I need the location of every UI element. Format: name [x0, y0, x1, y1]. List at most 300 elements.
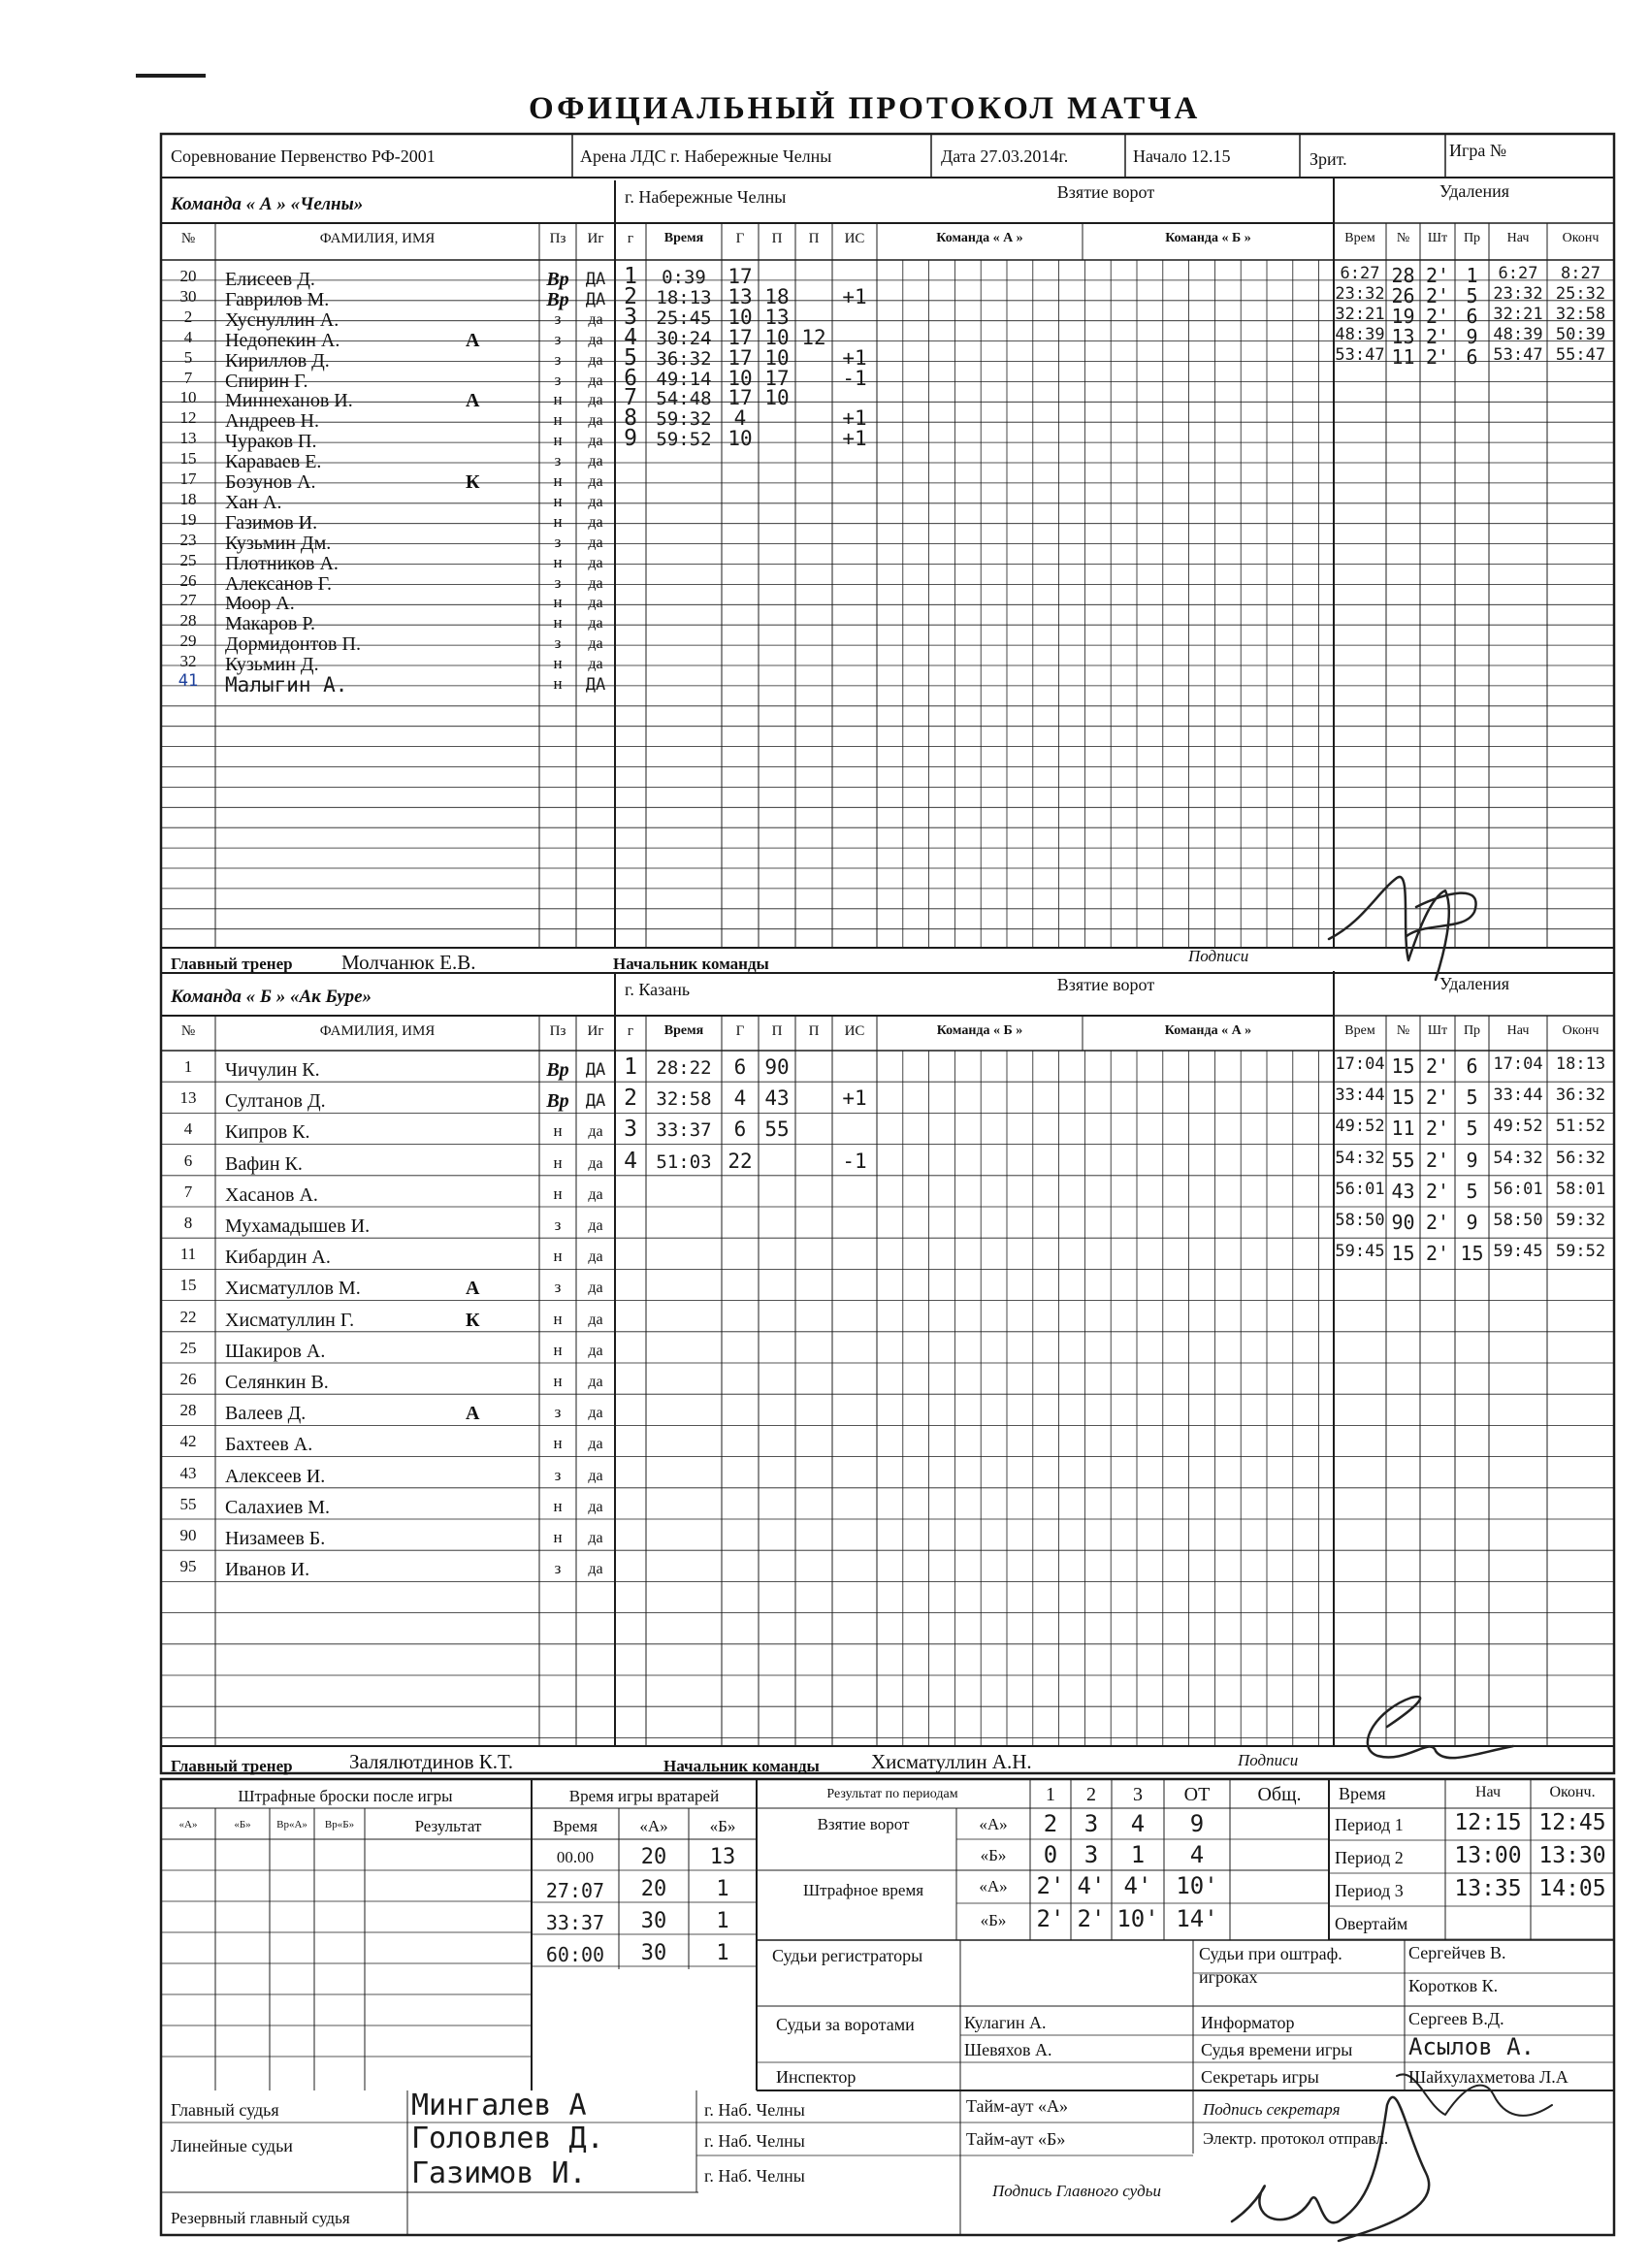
signature-chief-referee	[1232, 2097, 1429, 2241]
penalty-col-header: Врем	[1344, 1023, 1375, 1038]
period-label: Период 2	[1335, 1848, 1404, 1867]
penalties-heading-team_a: Удаления	[1439, 181, 1510, 201]
signatures-label-b: Подписи	[1238, 1751, 1299, 1769]
penalty-pr: 5	[1466, 1085, 1478, 1110]
penalty-end: 59:32	[1555, 1211, 1606, 1230]
player-played: ДА	[585, 270, 606, 289]
player-name: Хисматуллин Г.	[225, 1309, 355, 1331]
player-name: Караваев Е.	[225, 451, 322, 473]
player-played: да	[588, 595, 603, 612]
linesman-2-name: Газимов И.	[411, 2156, 587, 2190]
player-name: Спирин Г.	[225, 370, 308, 392]
player-number: 4	[183, 327, 193, 346]
penalty-start: 56:01	[1493, 1179, 1543, 1199]
col-play-header: Иг	[587, 231, 604, 246]
secretary-signature-label: Подпись секретаря	[1203, 2100, 1341, 2119]
goal-number: 3	[624, 304, 637, 330]
periods-value-goals_b: 1	[1130, 1841, 1146, 1868]
player-played: ДА	[585, 289, 606, 309]
player-number: 8	[183, 1214, 193, 1232]
goal-assist-1: 17	[764, 366, 790, 390]
penalty-time: 23:32	[1335, 283, 1385, 304]
player-name: Недопекин А.	[225, 329, 340, 351]
goalie-row-a: 30	[640, 1941, 667, 1965]
player-position: з	[554, 1215, 562, 1234]
linesmen-label: Линейные судьи	[171, 2136, 293, 2155]
player-name: Мухамадышев И.	[225, 1215, 371, 1237]
penalty-time: 54:32	[1335, 1148, 1385, 1168]
player-position: н	[553, 1309, 563, 1328]
penalty-no: 15	[1391, 1085, 1415, 1110]
player-position: н	[553, 1183, 563, 1203]
goalie-col-b: «Б»	[709, 1817, 736, 1835]
player-name: Чураков П.	[225, 431, 317, 453]
col-assist1-header: П	[771, 231, 783, 246]
penalty-pr: 5	[1466, 1179, 1478, 1203]
player-played: да	[588, 372, 603, 389]
player-played: да	[588, 615, 603, 632]
goal-judge-2: Шевяхов А.	[964, 2040, 1052, 2059]
player-name: Чичулин К.	[225, 1059, 320, 1081]
periods-value-goals_a: 9	[1189, 1810, 1205, 1837]
periods-value-pen_a: 2'	[1036, 1872, 1065, 1899]
team-city-team_b: г. Казань	[625, 980, 691, 999]
player-role: А	[466, 390, 480, 412]
penalty-time: 49:52	[1335, 1117, 1385, 1137]
head-coach-label-b: Главный тренер	[171, 1757, 293, 1775]
player-number: 28	[179, 1401, 197, 1420]
player-number: 13	[179, 1088, 197, 1108]
player-position: з	[554, 1559, 562, 1578]
col-assist2-header: П	[808, 231, 820, 246]
player-name: Андреев Н.	[225, 410, 319, 433]
penalty-end: 18:13	[1555, 1054, 1606, 1074]
goalie-col-a: «А»	[639, 1817, 668, 1835]
player-number: 30	[179, 286, 197, 306]
player-role: А	[466, 1403, 480, 1425]
player-played: да	[588, 412, 603, 430]
penalty-no: 43	[1391, 1179, 1415, 1203]
shootout-col-header: Вр«А»	[276, 1819, 307, 1831]
penalty-col-header: Оконч	[1562, 231, 1600, 245]
reserve-referee-label: Резервный главный судья	[171, 2209, 350, 2227]
goal-time: 54:48	[656, 388, 712, 410]
player-played: да	[588, 656, 603, 673]
player-played: да	[588, 574, 603, 592]
inspector-label: Инспектор	[776, 2067, 857, 2087]
player-position: н	[553, 1340, 563, 1359]
player-number: 23	[179, 530, 197, 549]
shootout-result-header: Результат	[414, 1817, 482, 1835]
penalty-pr: 6	[1466, 344, 1478, 369]
penalty-start: 32:21	[1493, 304, 1543, 324]
player-played: да	[588, 1311, 603, 1328]
goal-assist-1: 13	[764, 305, 790, 329]
arena-field: Арена ЛДС г. Набережные Челны	[580, 146, 832, 166]
goal-grid-own-header: Команда « А »	[936, 231, 1023, 245]
goal-scorer: 22	[728, 1149, 753, 1173]
date-field: Дата 27.03.2014г.	[941, 146, 1069, 166]
player-position: Вр	[546, 288, 569, 310]
penalty-no: 19	[1391, 304, 1415, 328]
player-position: н	[553, 552, 563, 571]
player-number: 25	[179, 1338, 197, 1357]
player-number: 55	[179, 1494, 197, 1513]
goal-time: 30:24	[656, 327, 712, 349]
penalty-start: 59:45	[1493, 1242, 1543, 1262]
periods-goals-a-label: «А»	[979, 1815, 1008, 1833]
player-role: К	[466, 1309, 480, 1331]
penalty-time: 58:50	[1335, 1211, 1385, 1230]
player-name: Моор А.	[225, 593, 295, 615]
penalty-col-header: Нач	[1506, 1023, 1530, 1038]
period-start: 13:35	[1454, 1876, 1522, 1901]
goal-time: 51:03	[656, 1150, 712, 1173]
shootout-title: Штрафные броски после игры	[238, 1787, 453, 1805]
goal-time: 36:32	[656, 347, 712, 370]
penalty-time: 59:45	[1335, 1242, 1385, 1262]
period-times-col-end: Оконч.	[1549, 1784, 1596, 1800]
goal-grid-own-header: Команда « Б »	[936, 1023, 1023, 1038]
period-label: Период 3	[1335, 1881, 1404, 1900]
player-position: н	[553, 511, 563, 531]
player-position: н	[553, 674, 563, 693]
linesman-1-name: Головлев Д.	[411, 2122, 604, 2155]
player-number: 41	[178, 671, 199, 691]
player-number: 42	[179, 1432, 197, 1451]
penalty-end: 59:52	[1555, 1242, 1606, 1262]
informator-label: Информатор	[1201, 2013, 1295, 2032]
player-played: да	[588, 1498, 603, 1515]
periods-value-goals_b: 0	[1043, 1841, 1058, 1868]
goal-assist-1: 90	[764, 1055, 790, 1079]
penalty-col-header: Шт	[1427, 231, 1448, 245]
goal-time: 28:22	[656, 1057, 712, 1079]
penalty-pr: 5	[1466, 1117, 1478, 1141]
player-played: да	[588, 1280, 603, 1297]
periods-goals-label: Взятие ворот	[817, 1815, 910, 1833]
goal-scorer: 4	[733, 1086, 747, 1111]
player-number: 18	[179, 489, 197, 508]
penalty-pr: 5	[1466, 283, 1478, 308]
player-role: А	[466, 329, 480, 351]
informator-name: Сергеев В.Д.	[1408, 2009, 1504, 2028]
player-played: да	[588, 534, 603, 551]
player-number: 17	[179, 470, 197, 488]
player-position: н	[553, 410, 563, 430]
goal-strength: +1	[842, 1086, 867, 1111]
signatures-label-a: Подписи	[1188, 947, 1249, 965]
player-name: Шакиров А.	[225, 1340, 326, 1362]
periods-value-pen_b: 10'	[1116, 1905, 1159, 1932]
period-end: 12:45	[1538, 1810, 1606, 1835]
period-end: 13:30	[1538, 1843, 1606, 1868]
player-played: да	[588, 513, 603, 531]
player-number: 6	[183, 1150, 193, 1170]
periods-value-pen_b: 2'	[1036, 1905, 1065, 1932]
team-manager-b: Хисматуллин А.Н.	[871, 1750, 1032, 1773]
goal-strength: +1	[842, 284, 867, 308]
goalie-row-time: 60:00	[545, 1943, 605, 1966]
player-name: Хисматуллов М.	[225, 1278, 361, 1300]
player-number: 15	[179, 449, 197, 469]
penalty-start: 53:47	[1493, 344, 1543, 365]
secretary-label: Секретарь игры	[1201, 2067, 1319, 2087]
player-number: 7	[183, 368, 193, 387]
penalty-time: 56:01	[1335, 1179, 1385, 1199]
goal-scorer: 17	[728, 386, 753, 410]
goalie-row-a: 20	[640, 1845, 667, 1869]
periods-penalty-label: Штрафное время	[802, 1881, 924, 1899]
player-played: да	[588, 493, 603, 510]
player-position: Вр	[546, 1059, 569, 1081]
player-played: да	[588, 1436, 603, 1453]
player-name: Кибардин А.	[225, 1247, 331, 1269]
player-number: 26	[179, 1370, 197, 1388]
timeout-a-label: Тайм-аут «А»	[966, 2096, 1068, 2116]
goal-scorer: 17	[728, 345, 753, 370]
goal-time: 59:32	[656, 408, 712, 431]
player-played: да	[588, 433, 603, 450]
goal-scorer: 17	[728, 265, 753, 288]
goal-number: 9	[624, 426, 637, 452]
player-played: да	[588, 453, 603, 470]
col-strength-header: ИС	[844, 231, 865, 246]
player-name: Иванов И.	[225, 1559, 310, 1581]
main-referee-name: Мингалев А	[411, 2089, 587, 2122]
player-number: 20	[179, 267, 197, 285]
team-title-team_b: Команда « Б » «Ак Буре»	[171, 987, 372, 1007]
player-played: да	[588, 1154, 603, 1172]
goalie-row-time: 27:07	[545, 1879, 605, 1902]
player-position: н	[553, 390, 563, 409]
penalty-no: 90	[1391, 1211, 1415, 1234]
player-name: Кузьмин Д.	[225, 654, 319, 676]
col-scorer-header: Г	[735, 231, 745, 246]
goal-number: 4	[624, 324, 637, 350]
penalties-heading-team_b: Удаления	[1439, 974, 1510, 993]
player-position: н	[553, 491, 563, 510]
player-name: Миннеханов И.	[225, 390, 353, 412]
penalty-sht: 2'	[1425, 1148, 1450, 1172]
player-role: К	[466, 471, 480, 493]
player-played: да	[588, 310, 603, 328]
goal-scorer: 10	[728, 427, 753, 451]
player-name: Елисеев Д.	[225, 269, 315, 290]
goal-assist-1: 55	[764, 1118, 790, 1142]
col-no-header: №	[180, 1023, 196, 1039]
penalty-end: 36:32	[1555, 1085, 1606, 1106]
linesman-2-city: г. Наб. Челны	[704, 2166, 805, 2186]
col-strength-header: ИС	[844, 1023, 865, 1039]
goal-time: 0:39	[662, 267, 706, 288]
period-start: 12:15	[1454, 1810, 1522, 1835]
main-referee-city: г. Наб. Челны	[704, 2100, 805, 2120]
penalty-start: 48:39	[1493, 324, 1543, 344]
goal-number: 6	[624, 365, 637, 391]
player-played: да	[588, 635, 603, 653]
goal-number: 8	[624, 405, 637, 432]
penalty-end: 32:58	[1555, 304, 1606, 324]
player-number: 29	[179, 632, 197, 651]
player-number: 15	[179, 1276, 197, 1295]
player-role: А	[466, 1278, 480, 1300]
player-name: Малыгин А.	[225, 673, 348, 697]
penalty-pr: 9	[1466, 1148, 1478, 1172]
player-name: Макаров Р.	[225, 613, 316, 635]
player-number: 19	[179, 509, 197, 529]
goals-heading-team_a: Взятие ворот	[1056, 182, 1155, 202]
penalty-no: 15	[1391, 1054, 1415, 1078]
player-played: да	[588, 1217, 603, 1234]
penalty-no: 26	[1391, 283, 1415, 308]
goal-number: 3	[624, 1117, 637, 1143]
goalie-row-a: 30	[640, 1909, 667, 1933]
player-played: да	[588, 1123, 603, 1141]
team-manager-label-b: Начальник команды	[663, 1757, 820, 1775]
penalty-pr: 1	[1466, 264, 1478, 287]
player-played: да	[588, 1467, 603, 1484]
penalty-start: 49:52	[1493, 1117, 1543, 1137]
goalie-col-time: Время	[553, 1817, 598, 1835]
goal-time: 32:58	[656, 1088, 712, 1111]
player-number: 7	[183, 1182, 193, 1201]
penalty-no: 15	[1391, 1242, 1415, 1266]
periods-value-pen_b: 14'	[1176, 1905, 1218, 1932]
game-number-field: Игра №	[1449, 141, 1507, 160]
periods-value-goals_b: 4	[1189, 1841, 1205, 1868]
player-position: з	[554, 1403, 562, 1422]
penalty-sht: 2'	[1425, 304, 1450, 328]
periods-value-pen_a: 4'	[1123, 1872, 1152, 1899]
penalty-no: 13	[1391, 324, 1415, 348]
period-times-col-start: Нач	[1474, 1784, 1502, 1800]
player-name: Валеев Д.	[225, 1403, 307, 1425]
page-title: ОФИЦИАЛЬНЫЙ ПРОТОКОЛ МАТЧА	[529, 91, 1201, 126]
registrars-label: Судьи регистраторы	[772, 1946, 923, 1965]
player-played: да	[588, 351, 603, 369]
periods-value-goals_a: 4	[1130, 1810, 1146, 1837]
penalty-start: 6:27	[1498, 264, 1538, 283]
player-number: 28	[179, 611, 197, 631]
col-assist2-header: П	[808, 1023, 820, 1039]
player-number: 5	[183, 347, 193, 367]
goal-number: 1	[624, 1054, 637, 1080]
goal-number: 5	[624, 344, 637, 371]
player-number: 43	[179, 1463, 197, 1482]
player-position: н	[553, 1247, 563, 1266]
penalty-end: 51:52	[1555, 1117, 1606, 1137]
penalty-pr: 6	[1466, 304, 1478, 328]
goal-scorer: 13	[728, 284, 753, 308]
e-protocol-label: Электр. протокол отправл.	[1203, 2129, 1389, 2148]
goalie-row-a: 20	[640, 1877, 667, 1901]
player-number: 26	[179, 570, 197, 590]
periods-col-header: Общ.	[1257, 1784, 1302, 1805]
player-position: н	[553, 593, 563, 612]
player-position: з	[554, 349, 562, 369]
goal-number: 4	[624, 1148, 637, 1174]
penalty-end: 8:27	[1561, 264, 1600, 283]
penalty-time: 33:44	[1335, 1085, 1385, 1106]
player-position: н	[553, 1152, 563, 1172]
penalty-col-header: Пр	[1463, 1023, 1481, 1038]
goal-time: 18:13	[656, 286, 712, 308]
player-played: да	[588, 554, 603, 571]
period-end: 14:05	[1538, 1876, 1606, 1901]
penalty-pr: 9	[1466, 324, 1478, 348]
period-times-col-time: Время	[1339, 1784, 1386, 1803]
player-played: да	[588, 473, 603, 490]
player-name: Гаврилов М.	[225, 288, 330, 310]
goal-strength: +1	[842, 427, 867, 451]
period-label: Период 1	[1335, 1815, 1404, 1834]
penalty-start: 54:32	[1493, 1148, 1543, 1168]
penalty-time: 17:04	[1335, 1054, 1385, 1074]
player-position: н	[553, 1528, 563, 1546]
goal-scorer: 4	[733, 406, 747, 431]
player-played: да	[588, 1530, 603, 1546]
periods-col-header: 3	[1133, 1784, 1143, 1805]
player-name: Хуснуллин А.	[225, 308, 340, 331]
penalty-sht: 2'	[1425, 1117, 1450, 1141]
period-start: 13:00	[1454, 1843, 1522, 1868]
player-position: н	[553, 471, 563, 490]
penalty-sht: 2'	[1425, 344, 1450, 369]
penalty-box-judge-2: Коротков К.	[1408, 1976, 1499, 1995]
penalty-sht: 2'	[1425, 264, 1450, 287]
chief-referee-signature-label: Подпись Главного судьи	[991, 2182, 1162, 2200]
penalty-sht: 2'	[1425, 283, 1450, 308]
goalie-row-time: 00.00	[556, 1848, 595, 1866]
player-position: Вр	[546, 1090, 569, 1113]
penalty-sht: 2'	[1425, 1179, 1450, 1203]
col-play-header: Иг	[587, 1023, 604, 1039]
shootout-col-header: Вр«Б»	[324, 1819, 355, 1831]
player-number: 32	[179, 652, 197, 671]
player-name: Бозунов А.	[225, 471, 316, 493]
player-position: з	[554, 370, 562, 389]
player-number: 4	[183, 1119, 193, 1139]
player-played: да	[588, 1561, 603, 1578]
signature-team-a	[1329, 877, 1476, 980]
player-name: Селянкин В.	[225, 1372, 329, 1393]
player-number: 10	[179, 388, 197, 407]
player-name: Хасанов А.	[225, 1183, 318, 1206]
penalty-end: 56:32	[1555, 1148, 1606, 1168]
game-time-judge-name: Асылов А.	[1408, 2033, 1536, 2060]
player-played: да	[588, 1374, 603, 1390]
goal-grid-opp-header: Команда « А »	[1164, 1023, 1252, 1038]
goal-assist-1: 10	[764, 325, 790, 349]
penalty-start: 23:32	[1493, 283, 1543, 304]
player-name: Кипров К.	[225, 1121, 310, 1144]
penalty-start: 33:44	[1493, 1085, 1543, 1106]
player-name: Вафин К.	[225, 1152, 303, 1175]
penalty-time: 53:47	[1335, 344, 1385, 365]
penalty-col-header: Врем	[1344, 231, 1375, 245]
game-time-judge-label: Судья времени игры	[1201, 2040, 1353, 2059]
col-name-header: ФАМИЛИЯ, ИМЯ	[319, 1023, 436, 1039]
penalty-col-header: №	[1396, 1023, 1410, 1038]
periods-goals-b-label: «Б»	[980, 1846, 1007, 1864]
periods-value-pen_a: 10'	[1176, 1872, 1218, 1899]
player-number: 90	[179, 1526, 197, 1544]
player-played: да	[588, 1248, 603, 1266]
player-played: да	[588, 1342, 603, 1359]
goal-time: 59:52	[656, 429, 712, 451]
periods-title: Результат по периодам	[826, 1787, 958, 1801]
